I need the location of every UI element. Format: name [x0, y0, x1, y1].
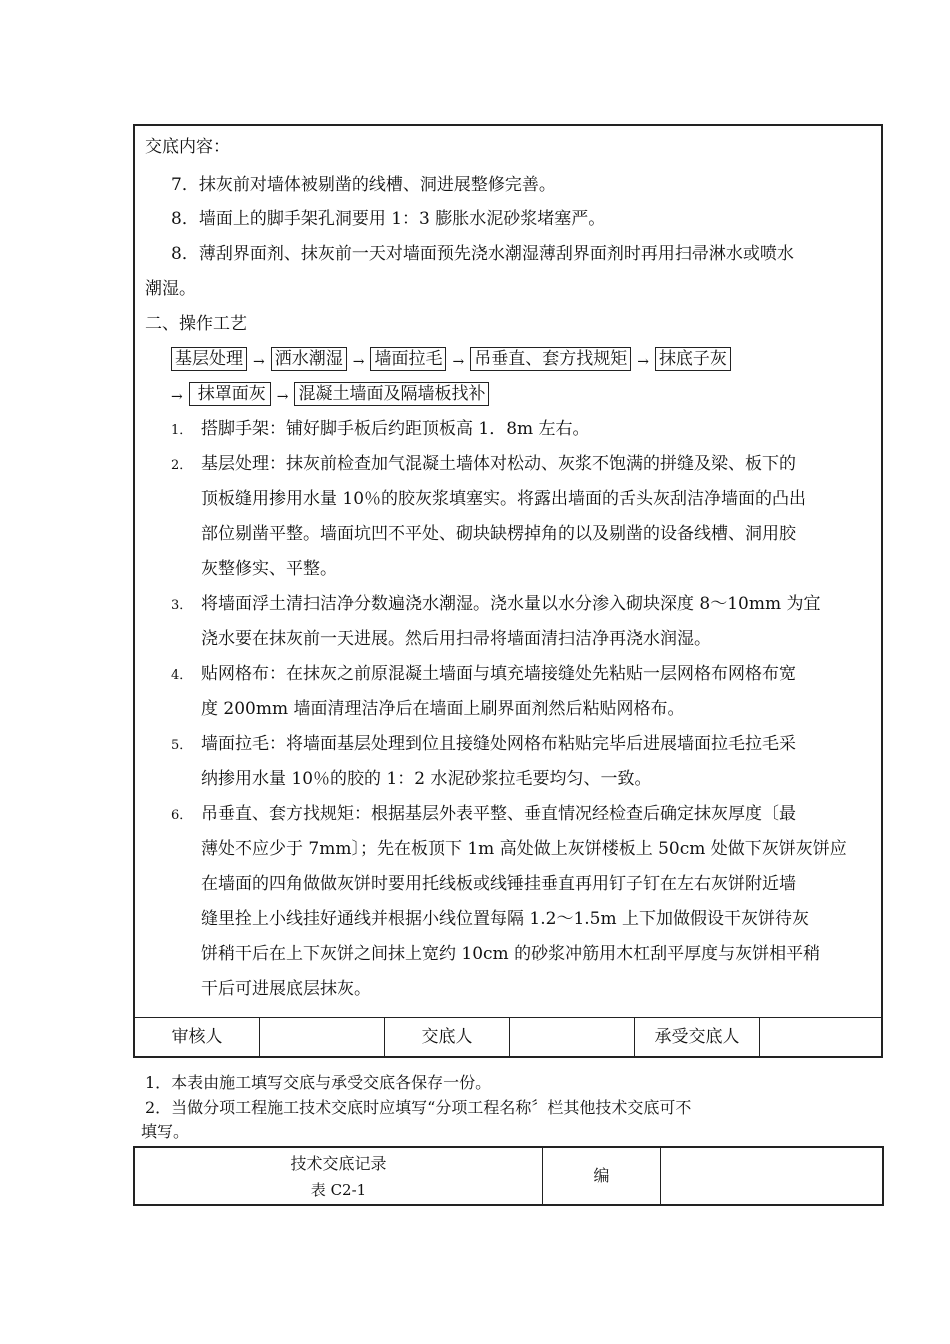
- signature-row: [135, 1017, 881, 1056]
- bian-label: 编: [543, 1148, 661, 1204]
- section-header: 交底内容：: [145, 137, 230, 157]
- receiver-label: 承受交底人: [635, 1018, 760, 1056]
- record-title: 技术交底记录: [290, 1154, 387, 1173]
- flow-step-6: 抹罩面灰: [189, 382, 271, 406]
- record-title-cell: [135, 1148, 543, 1204]
- flow-arrow-icon: →: [452, 354, 465, 370]
- step-3-number: 3．: [171, 598, 193, 613]
- step-1-line1: 搭脚手架：铺好脚手板后约距顶板高 1．8m 左右。: [201, 419, 590, 439]
- flow-row-1: [171, 347, 731, 373]
- discloser-field[interactable]: [510, 1018, 635, 1056]
- flow-arrow-icon: →: [637, 354, 649, 370]
- step-6-line2: 薄处不应少于 7mm〕；先在板顶下 1m 高处做上灰饼楼板上 50cm 处做下灰饼灰饼应: [201, 839, 847, 859]
- step-1-number: 1．: [171, 423, 193, 438]
- section-2-title: 二、操作工艺: [145, 314, 247, 334]
- flow-arrow-icon: →: [171, 389, 183, 405]
- step-2-line4: 灰整修实、平整。: [201, 559, 337, 579]
- record-code: 表 C2-1: [310, 1181, 367, 1199]
- reviewer-label: 审核人: [135, 1018, 260, 1056]
- flow-arrow-icon: →: [253, 354, 265, 370]
- step-4-line1: 贴网格布：在抹灰之前原混凝土墙面与填充墙接缝处先粘贴一层网格布网格布宽: [201, 664, 796, 684]
- disclosure-content: [135, 126, 881, 1022]
- step-3-line2: 浇水要在抹灰前一天进展。然后用扫帚将墙面清扫洁净再浇水润湿。: [201, 629, 711, 649]
- step-3-line1: 将墙面浮土清扫洁净分数遍浇水潮湿。浇水量以水分渗入砌块深度 8～10mm 为宜: [201, 594, 821, 614]
- flow-step-7: 混凝土墙面及隔墙板找补: [294, 382, 489, 406]
- flow-arrow-icon: →: [352, 354, 365, 370]
- item-8b-line2: 潮湿。: [145, 279, 196, 299]
- flow-step-3: 墙面拉毛: [370, 347, 446, 371]
- step-5-line1: 墙面拉毛：将墙面基层处理到位且接缝处网格布粘贴完毕后进展墙面拉毛拉毛采: [201, 734, 796, 754]
- step-5-number: 5．: [171, 738, 193, 753]
- flow-step-1: 基层处理: [171, 347, 247, 371]
- step-6-number: 6．: [171, 808, 193, 823]
- note-2: 2．当做分项工程施工技术交底时应填写“分项工程名称〞栏其他技术交底可不: [145, 1098, 692, 1117]
- step-2-number: 2．: [171, 458, 193, 473]
- step-4-line2: 度 200mm 墙面清理洁净后在墙面上刷界面剂然后粘贴网格布。: [201, 699, 685, 719]
- step-4-number: 4．: [171, 668, 193, 683]
- flow-arrow-icon: →: [276, 389, 289, 405]
- step-6-line3: 在墙面的四角做做灰饼时要用托线板或线锤挂垂直再用钉子钉在左右灰饼附近墙: [201, 874, 796, 894]
- discloser-label: 交底人: [385, 1018, 510, 1056]
- disclosure-table: [133, 124, 883, 1058]
- note-3: 填写。: [141, 1122, 190, 1141]
- flow-step-2: 洒水潮湿: [271, 347, 347, 371]
- step-2-line2: 顶板缝用掺用水量 10％的胶灰浆填塞实。将露出墙面的舌头灰刮洁净墙面的凸出: [201, 489, 807, 509]
- flow-step-5: 抹底子灰: [655, 347, 731, 371]
- step-6-line4: 缝里拴上小线挂好通线并根据小线位置每隔 1.2～1.5m 上下加做假设干灰饼待灰: [201, 909, 809, 929]
- note-1: 1．本表由施工填写交底与承受交底各保存一份。: [145, 1073, 492, 1092]
- record-header-table: [133, 1146, 884, 1206]
- item-8a: 8．墙面上的脚手架孔洞要用 1：3 膨胀水泥砂浆堵塞严。: [171, 209, 606, 229]
- step-5-line2: 纳掺用水量 10％的胶的 1：2 水泥砂浆拉毛要均匀、一致。: [201, 769, 652, 789]
- flow-row-2: [171, 382, 489, 408]
- item-8b-line1: 8．薄刮界面剂、抹灰前一天对墙面预先浇水潮湿薄刮界面剂时再用扫帚淋水或喷水: [171, 244, 794, 264]
- step-6-line5: 饼稍干后在上下灰饼之间抹上宽约 10cm 的砂浆冲筋用木杠刮平厚度与灰饼相平稍: [201, 944, 821, 964]
- step-2-line1: 基层处理：抹灰前检查加气混凝土墙体对松动、灰浆不饱满的拼缝及梁、板下的: [201, 454, 796, 474]
- flow-step-4: 吊垂直、套方找规矩: [470, 347, 631, 371]
- reviewer-field[interactable]: [260, 1018, 385, 1056]
- step-6-line6: 干后可进展底层抹灰。: [201, 979, 371, 999]
- receiver-field[interactable]: [760, 1018, 881, 1056]
- step-6-line1: 吊垂直、套方找规矩：根据基层外表平整、垂直情况经检查后确定抹灰厚度〔最: [201, 804, 796, 824]
- step-2-line3: 部位剔凿平整。墙面坑凹不平处、砌块缺楞掉角的以及剔凿的设备线槽、洞用胶: [201, 524, 796, 544]
- bian-field[interactable]: [661, 1148, 882, 1204]
- item-7: 7．抹灰前对墙体被剔凿的线槽、洞进展整修完善。: [171, 175, 556, 195]
